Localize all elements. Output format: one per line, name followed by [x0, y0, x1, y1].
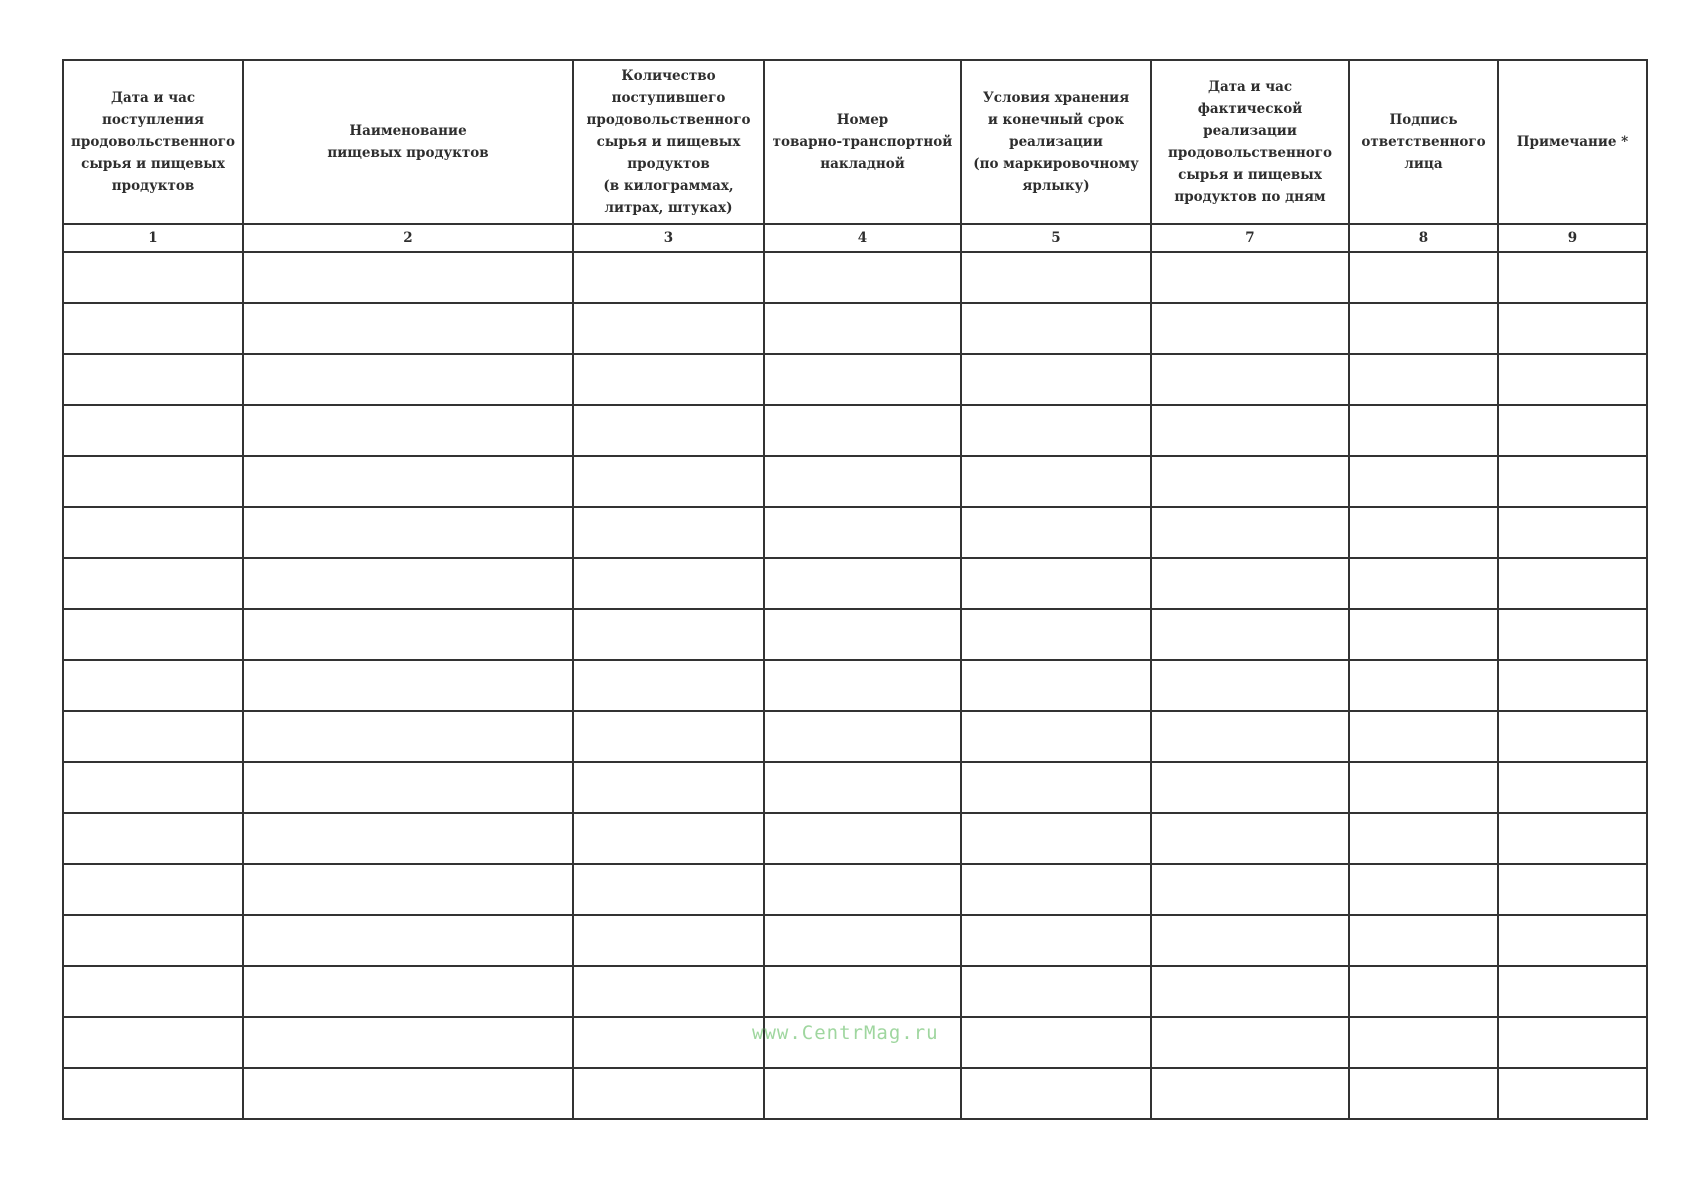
empty-cell	[764, 507, 961, 558]
empty-cell	[1151, 864, 1349, 915]
empty-cell	[243, 609, 573, 660]
header-cell-quantity: Количество поступившего продовольственного сырья и пищевых продуктов (в килограммах, литрах, штуках)	[573, 60, 764, 224]
empty-cell	[961, 507, 1151, 558]
table-row	[63, 1017, 1647, 1068]
empty-cell	[1498, 558, 1647, 609]
empty-cell	[63, 354, 243, 405]
empty-cell	[1151, 405, 1349, 456]
empty-cell	[764, 456, 961, 507]
empty-cell	[63, 456, 243, 507]
watermark: www.CentrMag.ru	[752, 1022, 939, 1044]
empty-cell	[573, 558, 764, 609]
empty-cell	[1498, 456, 1647, 507]
table-row	[63, 864, 1647, 915]
empty-cell	[1498, 1068, 1647, 1119]
empty-cell	[1349, 456, 1498, 507]
empty-cell	[1349, 966, 1498, 1017]
header-cell-signature: Подпись ответственного лица	[1349, 60, 1498, 224]
empty-cell	[63, 966, 243, 1017]
empty-cell	[63, 405, 243, 456]
table-row	[63, 762, 1647, 813]
empty-cell	[764, 1017, 961, 1068]
empty-cell	[1498, 813, 1647, 864]
empty-cell	[1151, 558, 1349, 609]
empty-cell	[1349, 1068, 1498, 1119]
empty-cell	[1349, 762, 1498, 813]
empty-cell	[63, 609, 243, 660]
table-row	[63, 507, 1647, 558]
header-cell-actual-sale-datetime: Дата и час фактической реализации продовольственного сырья и пищевых продуктов по дням	[1151, 60, 1349, 224]
food-receipt-journal-table	[62, 59, 1648, 1120]
empty-cell	[961, 1068, 1151, 1119]
empty-cell	[63, 864, 243, 915]
column-number-row	[63, 224, 1647, 252]
empty-cell	[1498, 252, 1647, 303]
empty-cell	[1151, 1017, 1349, 1068]
empty-cell	[243, 864, 573, 915]
empty-cell	[764, 966, 961, 1017]
empty-cell	[1349, 609, 1498, 660]
header-row	[63, 60, 1647, 224]
empty-cell	[1498, 762, 1647, 813]
empty-cell	[1151, 660, 1349, 711]
empty-cell	[573, 966, 764, 1017]
column-number: 3	[573, 224, 764, 252]
empty-cell	[1498, 864, 1647, 915]
table-row	[63, 405, 1647, 456]
table-row	[63, 915, 1647, 966]
empty-cell	[764, 813, 961, 864]
empty-cell	[1498, 354, 1647, 405]
empty-cell	[573, 1068, 764, 1119]
empty-cell	[1349, 405, 1498, 456]
empty-cell	[243, 405, 573, 456]
empty-cell	[573, 456, 764, 507]
empty-cell	[1349, 303, 1498, 354]
empty-cell	[63, 1068, 243, 1119]
empty-cell	[243, 507, 573, 558]
empty-cell	[573, 864, 764, 915]
empty-cell	[243, 762, 573, 813]
header-cell-waybill-number: Номер товарно-транспортной накладной	[764, 60, 961, 224]
empty-cell	[1498, 966, 1647, 1017]
empty-cell	[961, 456, 1151, 507]
empty-cell	[1349, 660, 1498, 711]
empty-cell	[63, 252, 243, 303]
column-number: 4	[764, 224, 961, 252]
empty-cell	[63, 558, 243, 609]
empty-cell	[63, 303, 243, 354]
empty-cell	[1151, 252, 1349, 303]
header-cell-note: Примечание *	[1498, 60, 1647, 224]
empty-cell	[1151, 813, 1349, 864]
table-row	[63, 456, 1647, 507]
empty-cell	[573, 711, 764, 762]
empty-cell	[1349, 354, 1498, 405]
empty-cell	[961, 915, 1151, 966]
empty-cell	[63, 507, 243, 558]
empty-cell	[764, 762, 961, 813]
empty-cell	[573, 303, 764, 354]
column-number: 7	[1151, 224, 1349, 252]
empty-cell	[1498, 303, 1647, 354]
empty-cell	[63, 660, 243, 711]
table-row	[63, 303, 1647, 354]
empty-cell	[764, 252, 961, 303]
column-number: 2	[243, 224, 573, 252]
column-number: 5	[961, 224, 1151, 252]
empty-cell	[573, 813, 764, 864]
empty-cell	[1151, 915, 1349, 966]
empty-cell	[764, 711, 961, 762]
empty-cell	[764, 660, 961, 711]
empty-cell	[63, 915, 243, 966]
empty-cell	[573, 762, 764, 813]
table-row	[63, 813, 1647, 864]
empty-cell	[764, 1068, 961, 1119]
empty-cell	[1498, 660, 1647, 711]
table-row	[63, 354, 1647, 405]
empty-cell	[764, 405, 961, 456]
empty-cell	[243, 354, 573, 405]
empty-cell	[1151, 762, 1349, 813]
empty-cell	[1498, 405, 1647, 456]
empty-cell	[573, 609, 764, 660]
empty-cell	[764, 864, 961, 915]
empty-cell	[961, 813, 1151, 864]
empty-cell	[1349, 1017, 1498, 1068]
empty-cell	[243, 915, 573, 966]
table-row	[63, 252, 1647, 303]
empty-cell	[1498, 609, 1647, 660]
column-number: 9	[1498, 224, 1647, 252]
empty-cell	[1151, 303, 1349, 354]
empty-cell	[1151, 354, 1349, 405]
empty-cell	[764, 915, 961, 966]
empty-cell	[764, 558, 961, 609]
empty-cell	[63, 711, 243, 762]
empty-cell	[1349, 813, 1498, 864]
empty-cell	[1151, 1068, 1349, 1119]
empty-cell	[243, 966, 573, 1017]
empty-cell	[1498, 711, 1647, 762]
empty-cell	[243, 252, 573, 303]
table-row	[63, 711, 1647, 762]
empty-cell	[1349, 558, 1498, 609]
table-row	[63, 609, 1647, 660]
empty-cell	[1349, 252, 1498, 303]
empty-cell	[961, 354, 1151, 405]
empty-cell	[1349, 915, 1498, 966]
empty-cell	[961, 558, 1151, 609]
table-row	[63, 558, 1647, 609]
empty-cell	[1349, 864, 1498, 915]
empty-cell	[573, 252, 764, 303]
empty-cell	[1349, 507, 1498, 558]
table-row	[63, 966, 1647, 1017]
empty-cell	[961, 303, 1151, 354]
empty-cell	[1151, 966, 1349, 1017]
empty-cell	[243, 1017, 573, 1068]
journal-entry-rows	[63, 252, 1647, 1119]
empty-cell	[1498, 915, 1647, 966]
empty-cell	[243, 711, 573, 762]
empty-cell	[573, 660, 764, 711]
empty-cell	[961, 1017, 1151, 1068]
empty-cell	[1151, 711, 1349, 762]
empty-cell	[573, 405, 764, 456]
empty-cell	[63, 762, 243, 813]
header-cell-product-name: Наименование пищевых продуктов	[243, 60, 573, 224]
empty-cell	[1498, 507, 1647, 558]
empty-cell	[573, 354, 764, 405]
column-number: 8	[1349, 224, 1498, 252]
header-cell-receipt-datetime: Дата и час поступления продовольственного сырья и пищевых продуктов	[63, 60, 243, 224]
empty-cell	[961, 966, 1151, 1017]
empty-cell	[573, 1017, 764, 1068]
empty-cell	[764, 609, 961, 660]
empty-cell	[243, 813, 573, 864]
empty-cell	[573, 507, 764, 558]
empty-cell	[243, 558, 573, 609]
empty-cell	[961, 660, 1151, 711]
empty-cell	[764, 303, 961, 354]
header-cell-storage-conditions: Условия хранения и конечный срок реализации (по маркировочному ярлыку)	[961, 60, 1151, 224]
empty-cell	[243, 456, 573, 507]
empty-cell	[961, 711, 1151, 762]
empty-cell	[243, 303, 573, 354]
empty-cell	[1151, 609, 1349, 660]
empty-cell	[961, 405, 1151, 456]
empty-cell	[961, 252, 1151, 303]
empty-cell	[573, 915, 764, 966]
empty-cell	[243, 1068, 573, 1119]
empty-cell	[1349, 711, 1498, 762]
column-number: 1	[63, 224, 243, 252]
empty-cell	[1151, 507, 1349, 558]
empty-cell	[63, 813, 243, 864]
table-row	[63, 1068, 1647, 1119]
empty-cell	[961, 864, 1151, 915]
empty-cell	[243, 660, 573, 711]
empty-cell	[63, 1017, 243, 1068]
empty-cell	[961, 609, 1151, 660]
empty-cell	[1151, 456, 1349, 507]
empty-cell	[1498, 1017, 1647, 1068]
empty-cell	[764, 354, 961, 405]
table-row	[63, 660, 1647, 711]
empty-cell	[961, 762, 1151, 813]
